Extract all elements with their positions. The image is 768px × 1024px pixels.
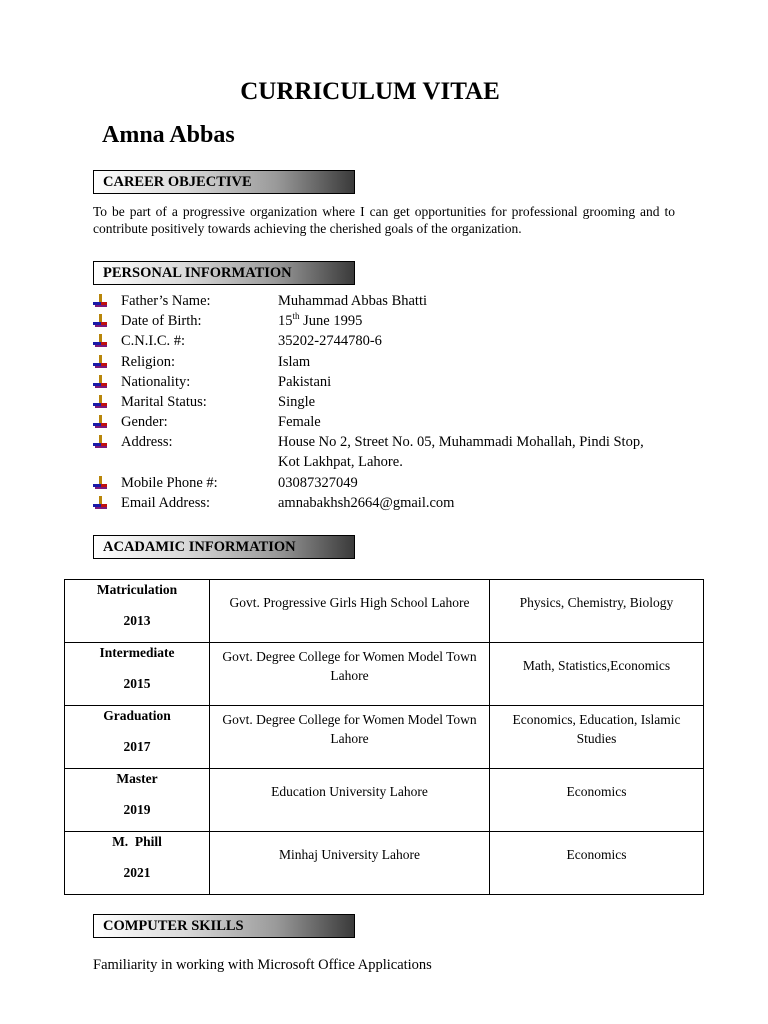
degree-cell <box>65 832 210 895</box>
table-row <box>65 580 704 643</box>
candidate-name: Amna Abbas <box>102 122 235 148</box>
academic-table <box>64 579 704 895</box>
personal-info-row-religion <box>93 352 693 372</box>
arrow-bullet-icon <box>93 395 107 409</box>
document-title: CURRICULUM VITAE <box>240 78 500 105</box>
info-label: Marital Status: <box>121 393 207 410</box>
subjects-text: Math, Statistics,Economics <box>522 658 671 674</box>
table-row <box>65 832 704 895</box>
subjects-text: Economics, Education, Islamic Studies <box>512 711 681 746</box>
table-row <box>65 769 704 832</box>
info-label: Date of Birth: <box>121 313 202 330</box>
info-label: Religion: <box>121 353 175 370</box>
section-header-computer-skills: COMPUTER SKILLS <box>93 914 355 938</box>
institute-cell <box>210 832 490 895</box>
dob-day-suffix: th <box>292 311 300 322</box>
degree-name: Master <box>116 771 158 786</box>
info-value: 35202-2744780-6 <box>278 333 382 350</box>
subjects-cell <box>490 706 704 769</box>
institute-name: Minhaj University Lahore <box>279 847 420 863</box>
career-objective-text: To be part of a progressive organization where I can get opportunities for professional grooming and to contribute positively towards achieving the cherished goals of the organization. <box>93 204 675 236</box>
dob-month-year: June 1995 <box>299 313 363 330</box>
institute-cell <box>210 643 490 706</box>
subjects-cell <box>490 580 704 643</box>
degree-name: Graduation <box>103 708 171 723</box>
info-label: Father’s Name: <box>121 293 211 309</box>
subjects-cell <box>490 832 704 895</box>
info-value: Pakistani <box>278 373 332 390</box>
institute-name: Govt. Progressive Girls High School Lahore <box>229 595 470 611</box>
arrow-bullet-icon <box>93 334 107 348</box>
section-header-academic-information: ACADAMIC INFORMATION <box>93 535 355 559</box>
arrow-bullet-icon <box>93 435 107 449</box>
degree-cell <box>65 643 210 706</box>
dob-day: 15 <box>278 313 293 330</box>
institute-cell <box>210 769 490 832</box>
info-value: Single <box>278 393 316 410</box>
personal-info-row-address <box>93 432 693 472</box>
info-value <box>278 311 688 331</box>
arrow-bullet-icon <box>93 415 107 429</box>
degree-year: 2015 <box>123 676 151 691</box>
info-value: Islam <box>278 353 311 370</box>
institute-name: Govt. Degree College for Women Model Town Lahore <box>222 648 477 683</box>
degree-year: 2019 <box>123 802 151 817</box>
degree-name: M. Phill <box>112 834 162 849</box>
personal-info-row-marital-status <box>93 392 693 412</box>
info-value <box>278 432 688 472</box>
degree-year: 2013 <box>123 613 151 628</box>
degree-year: 2017 <box>123 739 151 754</box>
arrow-bullet-icon <box>93 314 107 328</box>
info-value: Female <box>278 414 321 431</box>
arrow-bullet-icon <box>93 294 107 308</box>
subjects-cell <box>490 769 704 832</box>
personal-info-row-nationality <box>93 372 693 392</box>
arrow-bullet-icon <box>93 375 107 389</box>
personal-info-row-mobile <box>93 473 693 493</box>
degree-name: Matriculation <box>96 582 178 597</box>
info-label: Address: <box>121 434 173 451</box>
subjects-text: Economics <box>566 847 627 863</box>
info-value: amnabakhsh2664@gmail.com <box>278 494 455 511</box>
institute-cell <box>210 706 490 769</box>
institute-cell <box>210 580 490 643</box>
info-label: Email Address: <box>121 494 211 511</box>
info-value: 03087327049 <box>278 474 358 491</box>
section-header-personal-information: PERSONAL INFORMATION <box>93 261 355 285</box>
subjects-text: Physics, Chemistry, Biology <box>519 595 674 611</box>
address-line-2: Kot Lakhpat, Lahore. <box>278 454 403 471</box>
personal-info-row-gender <box>93 412 693 432</box>
table-row <box>65 706 704 769</box>
arrow-bullet-icon <box>93 496 107 510</box>
personal-info-row-email <box>93 493 693 513</box>
arrow-bullet-icon <box>93 476 107 490</box>
degree-cell <box>65 706 210 769</box>
degree-name: Intermediate <box>99 645 175 660</box>
degree-cell <box>65 580 210 643</box>
info-label: Gender: <box>121 414 168 431</box>
personal-info-row-cnic <box>93 331 693 351</box>
degree-year: 2021 <box>123 865 151 880</box>
info-label: Mobile Phone #: <box>121 474 218 491</box>
info-label: Nationality: <box>121 373 191 390</box>
personal-info-row-dob <box>93 311 693 331</box>
subjects-text: Economics <box>566 784 627 800</box>
arrow-bullet-icon <box>93 355 107 369</box>
address-line-1: House No 2, Street No. 05, Muhammadi Mohallah, Pindi Stop, <box>278 434 644 451</box>
personal-info-list <box>93 291 693 513</box>
info-value: Muhammad Abbas Bhatti <box>278 293 428 309</box>
institute-name: Govt. Degree College for Women Model Town Lahore <box>222 711 477 746</box>
info-label: C.N.I.C. #: <box>121 333 186 350</box>
personal-info-row-fathers-name <box>93 291 693 311</box>
computer-skills-text: Familiarity in working with Microsoft Office Applications <box>93 957 432 973</box>
degree-cell <box>65 769 210 832</box>
table-row <box>65 643 704 706</box>
section-header-career-objective: CAREER OBJECTIVE <box>93 170 355 194</box>
institute-name: Education University Lahore <box>271 784 428 800</box>
subjects-cell <box>490 643 704 706</box>
